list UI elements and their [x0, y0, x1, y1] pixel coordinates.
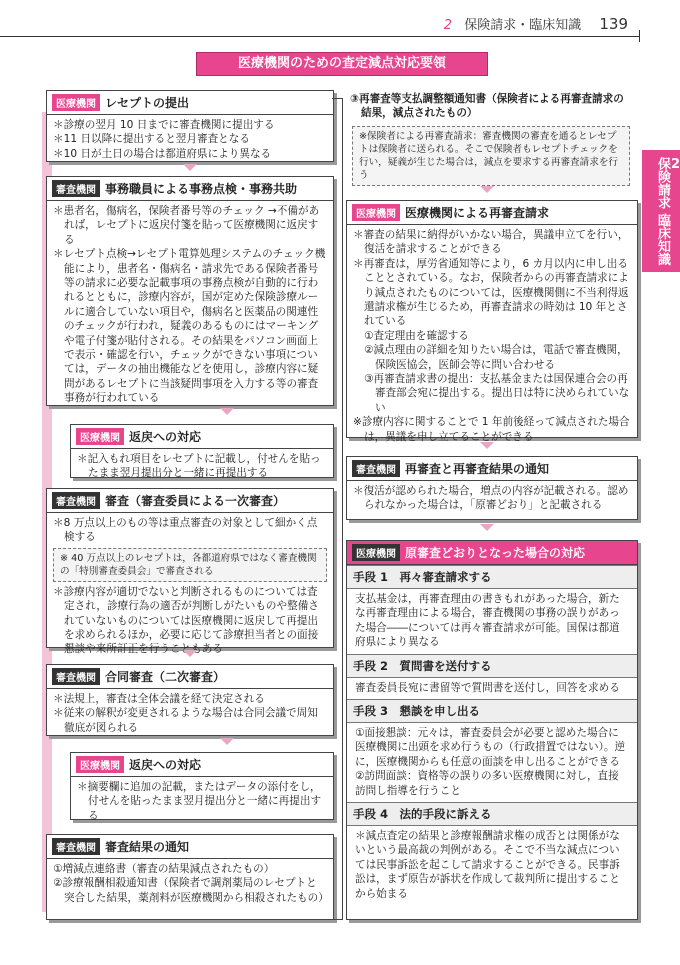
list-item: ＊レセプト点検→レセプト電算処理システムのチェック機能により，患者名・傷病名・請求先である保険者番号等の請求に必要な記載事項の事務点検が自動的に行われるとともに，診療内容が，国が定めた保険診療ルールに適合していない項目や，傷病名と医薬品の関連性のチェックが行われ，疑義のあるものにはマーキングや電子付箋が貼付される。その結果をパソコン画面上で表示・確認を行い，チェックができない事項については，データの抽出機能などを使用し，診療内容に疑問があるレセプトに当該疑問事項を入力する等の審査事務が行われている: [53, 248, 326, 405]
side-tab-number: 2: [670, 157, 680, 172]
box-title: ③再審査等支払調整額通知書（保険者による再審査請求の結果，減点されたもの）: [350, 93, 624, 120]
list-item: ＊審査の結果に納得がいかない場合，異議申立てを行い，復活を請求することができる: [353, 229, 629, 256]
box-payment-adjustment: [346, 90, 636, 180]
tag-medical: 医療機関: [76, 428, 124, 445]
running-head: [444, 14, 628, 33]
flow-arrow: [183, 164, 197, 171]
header-tick: [639, 30, 640, 42]
step-body: ＊減点査定の結果と診療報酬請求権の成否とは関係がないという最高裁の判例がある。そこで不当な減点については民事訴訟を起こして請求することができる。民事訴訟は，まず原告が訴状を作成して裁判所に提出することから始まる: [355, 830, 620, 900]
list-item: ＊11 日以降に提出すると翌月審査となる: [53, 133, 250, 146]
box-clerical-check: [46, 176, 334, 406]
note: ※ 40 万点以上のレセプトは，各都道府県ではなく審査機関の「特別審査委員会」で審査される: [53, 548, 327, 582]
note: ※保険者による再審査請求：審査機関の審査を通るとレセプトは保険者に送られる。そこで保険者もレセプトチェックを行い，疑義が生じた場合は，減点を要求する再審査請求を行う: [352, 126, 630, 186]
list-item: ＊記入もれ項目をレセプトに記載し，付せんを貼ったまま翌月提出分と一緒に再提出する: [77, 453, 321, 480]
box-title: レセプトの提出: [105, 96, 190, 110]
page-header: [0, 0, 680, 42]
list-item: ＊診療の翌月 10 日までに審査機関に提出する: [53, 119, 275, 131]
box-review-result: [46, 834, 334, 920]
tag-review: 審査機関: [52, 492, 100, 509]
tag-medical: 医療機関: [52, 94, 100, 111]
box-original-decision: [346, 540, 638, 920]
box-title: 審査結果の通知: [105, 840, 190, 854]
list-item: ＊患者名，傷病名，保険者番号等のチェック →不備があれば，レセプトに返戻付箋を貼って医療機関に返戻する: [53, 205, 320, 246]
tag-review: 審査機関: [52, 180, 100, 197]
tag-review: 審査機関: [52, 838, 100, 855]
flow-arrow: [183, 650, 197, 657]
tag-medical: 医療機関: [352, 544, 400, 561]
box-title: 医療機関による再審査請求: [405, 206, 550, 220]
step-body: ①面接懇談：元々は，審査委員会が必要と認めた場合に医療機関に出頭を求め行うもの（行政措置ではない）。逆に，医療機関からも任意の面談を申し出ることができる ②訪問面談：資格等の誤りの多い医療機関に対し，直接訪問し指導を行うこと: [355, 727, 626, 797]
step-heading: 手段 3 懇談を申し出る: [347, 699, 637, 723]
step-heading: 手段 1 再々審査請求する: [347, 565, 637, 589]
list-item: ＊復活が認められた場合，増点の内容が記載される。認められなかった場合は，「原審どおり」と記載される: [353, 485, 629, 512]
box-joint-review: [46, 664, 334, 736]
list-item: ＊法規上，審査は全体会議を経て決定される: [53, 693, 265, 705]
tag-medical: 医療機関: [76, 756, 124, 773]
side-tab: [642, 150, 680, 272]
list-item: ＊診療内容が適切でないと判断されるものについては査定され，診療行為の適否が判断しがたいものや整備されていないものについては医療機関に返戻して再提出を求められるほか，必要に応じて診療担当者との面接懇談や来所訂正を行うこともある: [53, 585, 319, 656]
tag-review: 審査機関: [352, 460, 400, 477]
flow-arrow: [480, 186, 494, 193]
list-item: ＊再審査は，厚労省通知等により，6 カ月以内に申し出ることとされている。なお，保険者からの再審査請求により減点されたものについては，医療機関側に不当利得返還請求権が生じるため，再審査請求の時効は 10 年とされている: [353, 257, 629, 328]
header-rule: [0, 36, 640, 37]
tag-review: 審査機関: [52, 668, 100, 685]
box-title: 原審査どおりとなった場合の対応: [405, 546, 586, 560]
step-heading: 手段 4 法的手段に訴える: [347, 802, 637, 826]
box-title: 返戻への対応: [129, 758, 202, 772]
list-item: ＊10 日が土日の場合は都道府県により異なる: [53, 147, 272, 160]
box-title: 審査（審査委員による一次審査）: [105, 494, 286, 508]
box-title: 合同審査（二次審査）: [105, 670, 226, 684]
list-subitem: ③再審査請求書の提出：支払基金または国保連合会の再審査部会宛に提出する。提出日は特に決められていない: [364, 373, 630, 414]
box-re-review-result: [346, 456, 638, 520]
flow-arrow: [220, 738, 234, 745]
main-title: 医療機関のための査定減点対応要領: [196, 52, 488, 76]
list-subitem: ①査定理由を確認する: [364, 329, 469, 342]
list-item: ＊8 万点以上のもの等は重点審査の対象として細かく点検する: [53, 517, 318, 544]
list-item: ②診療報酬相殺通知書（保険者で調剤薬局のレセプトと突合した結果，薬剤料が医療機関から相殺されたもの）: [53, 877, 329, 904]
box-title: 再審査と再審査結果の通知: [405, 462, 550, 476]
box-receipt-submission: [46, 90, 334, 162]
flow-arrow: [220, 408, 234, 415]
box-title: 返戻への対応: [129, 430, 202, 444]
list-item: ＊従来の解釈が変更されるような場合は合同会議で周知徹底が図られる: [53, 707, 318, 734]
box-primary-review: [46, 488, 334, 656]
page-number: 139: [599, 15, 628, 33]
flow-arrow: [480, 524, 494, 531]
box-title: 事務職員による事務点検・事務共助: [105, 182, 298, 196]
tag-medical: 医療機関: [352, 204, 400, 221]
list-subitem: ②減点理由の詳細を知りたい場合は，電話で審査機関，保険医協会，医師会等に問い合わせる: [364, 344, 628, 371]
chapter-number: 2: [443, 18, 453, 33]
flow-arrow: [480, 442, 494, 449]
list-item: ※診療内容に関することで 1 年前後経って減点された場合は，異議を申し立てることができる: [353, 416, 630, 443]
box-return-response: [70, 424, 334, 478]
section-title: 保険請求・臨床知識: [464, 18, 582, 33]
step-body: 審査委員長宛に書留等で質問書を送付し，回答を求める: [355, 681, 620, 694]
step-body: 支払基金は，再審査理由の書きもれがあった場合，新たな再審査理由による場合，審査機関の事務の誤りがあった場合――については再々審査請求が可能。国保は都道府県により異なる: [355, 593, 620, 649]
step-heading: 手段 2 質問書を送付する: [347, 654, 637, 678]
flow-connector: [332, 98, 343, 920]
box-return-response-2: [70, 752, 334, 820]
list-item: ①増減点連絡書（審査の結果減点されたもの）: [53, 863, 275, 875]
box-re-review-request: [346, 200, 638, 443]
side-tab-label: 保険請求 臨床知識: [654, 156, 670, 266]
list-item: ＊摘要欄に追加の記載，またはデータの添付をし，付せんを貼ったまま翌月提出分と一緒に再提出する: [77, 781, 322, 822]
